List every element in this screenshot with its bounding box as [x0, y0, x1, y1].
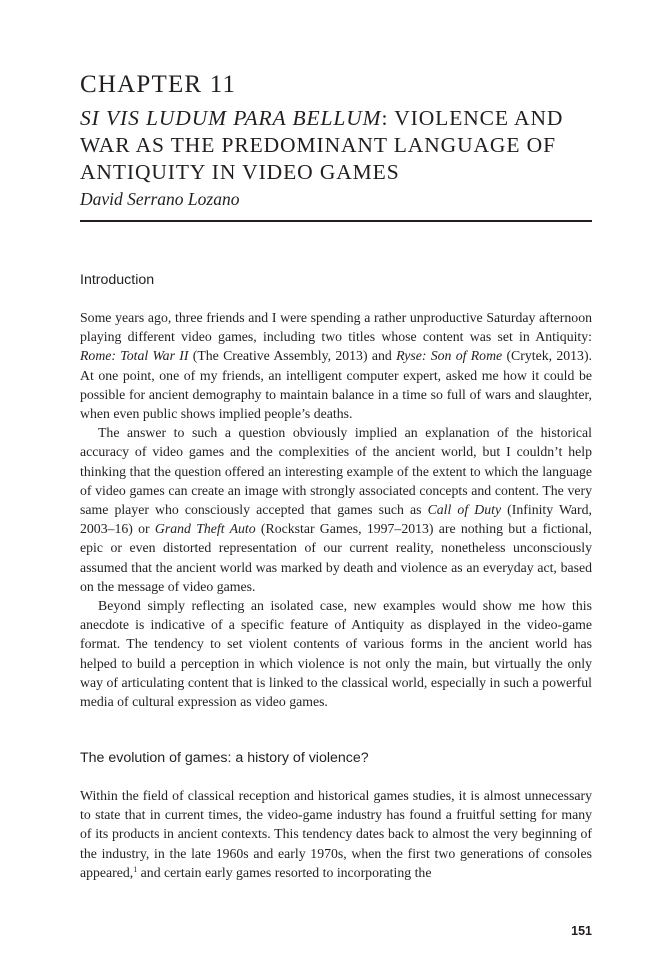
- paragraph: [80, 786, 592, 882]
- chapter-title: [80, 105, 600, 186]
- paragraph: Beyond simply reflecting an isolated case, new examples would show me how this anecdote is indicative of a specific feature of Antiquity as displayed in the video-game format. The tendency to set violent contents of various forms in the ancient world has helped to build a perception in which violence is not only the main, but virtually the only way of articulating content that is linked to the classical world, especially in such a powerful media of cultural expression as video games.: [80, 598, 592, 710]
- text-run: (The Creative Assembly, 2013) and: [188, 348, 397, 364]
- introduction-body: [80, 308, 592, 711]
- text-run: (Infinity Ward, 2003–16) or: [80, 502, 592, 537]
- game-title: Ryse: Son of Rome: [396, 348, 503, 364]
- section-heading-evolution: The evolution of games: a history of violence?: [80, 750, 369, 766]
- chapter-number: CHAPTER 11: [80, 71, 237, 98]
- text-run: The answer to such a question obviously implied an explanation of the historical accuracy of video games and the complexities of the ancient world, but I couldn’t help thinking that the question offered an interesting example of the extent to which the language of video games can create an image with strongly associated concepts and content. The very same player who consciously accepted that games such as: [80, 425, 592, 518]
- text-run: Some years ago, three friends and I were spending a rather unproductive Saturday afternoon playing different video games, including two titles whose content was set in Antiquity:: [80, 310, 592, 345]
- chapter-title-rest: : VIOLENCE AND WAR AS THE PREDOMINANT LANGUAGE OF ANTIQUITY IN VIDEO GAMES: [80, 106, 564, 184]
- chapter-author: David Serrano Lozano: [80, 189, 240, 209]
- chapter-header: [80, 70, 600, 210]
- game-title: Call of Duty: [427, 502, 502, 518]
- text-run: (Rockstar Games, 1997–2013) are nothing but a fictional, epic or even distorted representation of our current reality, nonetheless unconsciously assumed that the ancient world was marked by death and violence as an everyday act, based on the message of video games.: [80, 521, 592, 594]
- game-title: Rome: Total War II: [80, 348, 189, 364]
- chapter-title-italic: SI VIS LUDUM PARA BELLUM: [80, 106, 382, 130]
- page-number: 151: [571, 924, 592, 938]
- text-run: (Crytek, 2013). At one point, one of my friends, an intelligent computer expert, asked me how it could be possible for ancient demography to maintain balance in a time so full of wars and slaughter, when even public shows implied people’s deaths.: [80, 348, 592, 422]
- game-title: Grand Theft Auto: [154, 521, 256, 537]
- section-heading-introduction: Introduction: [80, 272, 155, 288]
- text-run: Within the field of classical reception and historical games studies, it is almost unnecessary to state that in current times, the video-game industry has found a fruitful setting for many of its products in ancient contexts. This tendency dates back to almost the very beginning of the industry, in the late 1960s and early 1970s, when the first two generations of consoles appeared,: [80, 788, 592, 880]
- footnote-marker[interactable]: 1: [133, 864, 138, 874]
- paragraph: [80, 423, 592, 596]
- text-run: and certain early games resorted to incorporating the: [137, 864, 432, 880]
- paragraph: [80, 308, 592, 423]
- evolution-body: [80, 786, 592, 882]
- header-rule: [80, 220, 592, 222]
